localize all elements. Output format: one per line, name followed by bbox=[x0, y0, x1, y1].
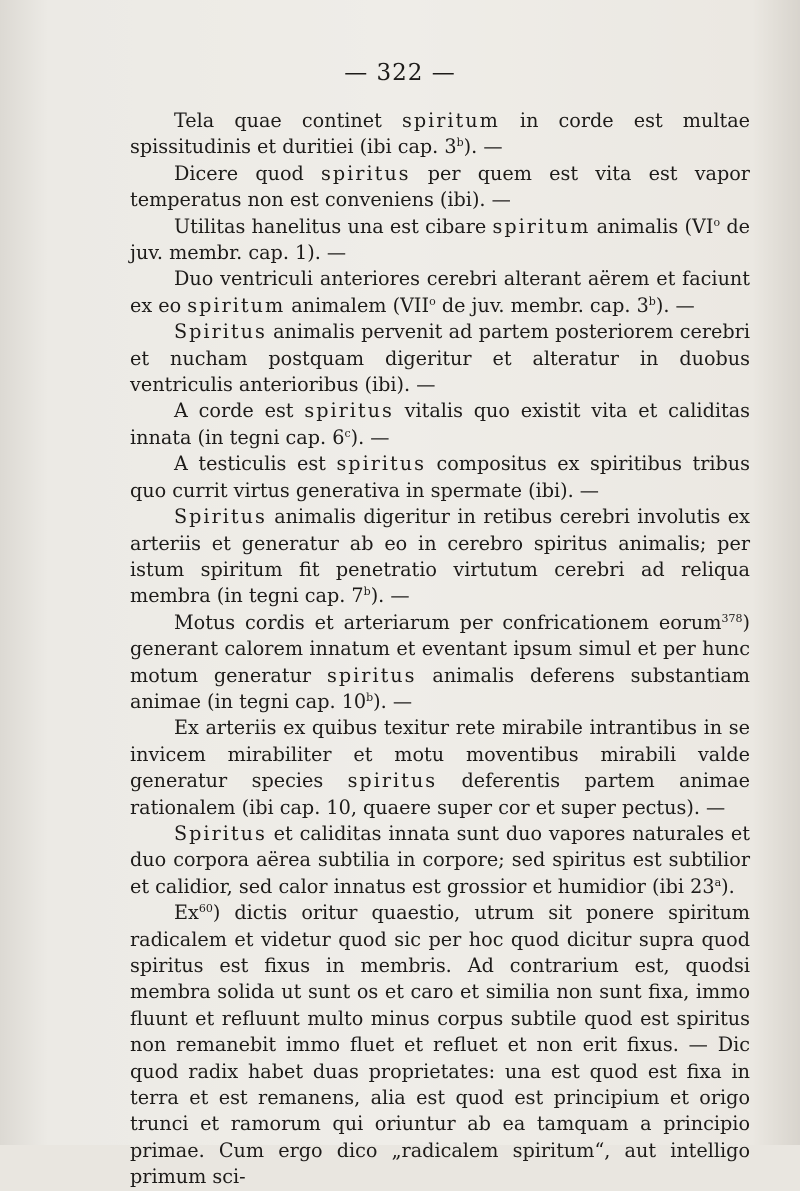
text-run: et caliditas innata sunt duo vapores naturales et duo corpora aërea subtilia in corpore; sed spiritus est subtilior et calidior, sed calor innatus est grossior et humidior (ibi 23 bbox=[130, 821, 750, 898]
text-run: de juv. membr. cap. 1). — bbox=[130, 214, 750, 265]
text-run: per quem est vita est vapor temperatus non est conveniens (ibi). — bbox=[130, 161, 750, 212]
text-run: A testiculis est bbox=[174, 452, 337, 476]
paragraph bbox=[130, 214, 750, 267]
text-run: ). bbox=[721, 874, 735, 898]
spaced-term: spiritum bbox=[187, 293, 286, 317]
footnote-mark: b bbox=[648, 294, 656, 308]
text-run: ) generant calorem innatum et eventant ipsum simul et per hunc motum generatur bbox=[130, 610, 750, 687]
text-run: animalis pervenit ad partem posteriorem cerebri et nucham postquam digeritur et alteratur in duobus ventriculis anterioribus (ibi). — bbox=[130, 320, 750, 397]
text-run: animalis deferens substantiam animae (in tegni cap. 10 bbox=[130, 663, 750, 713]
footnote-mark: o bbox=[713, 215, 721, 229]
paragraph bbox=[130, 266, 750, 319]
footnote-mark: o bbox=[429, 294, 436, 308]
text-run: Duo ventriculi anteriores cerebri alterant aërem et faciunt ex eo bbox=[130, 267, 750, 317]
paragraph bbox=[130, 451, 750, 504]
paragraph bbox=[130, 610, 750, 716]
footnote-mark: 378 bbox=[721, 611, 743, 625]
text-run: deferentis partem animae rationalem (ibi cap. 10, quaere super cor et super pectus). — bbox=[130, 769, 750, 819]
spaced-term: Spiritus bbox=[174, 821, 267, 845]
text-run: A corde est bbox=[174, 399, 305, 423]
text-run: ). — bbox=[350, 425, 390, 449]
text-run: Utilitas hanelitus una est cibare bbox=[174, 214, 493, 238]
text-run: vitalis quo existit vita et caliditas innata (in tegni cap. 6 bbox=[130, 399, 750, 449]
text-run: in corde est multae spissitudinis et duritiei (ibi cap. 3 bbox=[130, 109, 750, 159]
spaced-term: spiritus bbox=[336, 452, 426, 476]
paragraph bbox=[130, 161, 750, 214]
body-text bbox=[130, 108, 750, 1191]
paragraph bbox=[130, 715, 750, 821]
text-run: Dicere quod bbox=[174, 161, 322, 185]
spaced-term: spiritum bbox=[492, 214, 591, 238]
footnote-mark: b bbox=[363, 585, 371, 599]
paragraph bbox=[130, 319, 750, 398]
paragraph bbox=[130, 900, 750, 1190]
text-run: ). — bbox=[370, 584, 410, 608]
text-run: Motus cordis et arteriarum per confricationem eorum bbox=[174, 610, 722, 634]
text-run: ). — bbox=[463, 135, 503, 159]
text-run: ). — bbox=[373, 689, 413, 713]
text-run: ) dictis oritur quaestio, utrum sit ponere spiritum radicalem et videtur quod sic per hoc quod dicitur supra quod spiritus est fixus in membris. Ad contrarium est, quodsi membra solida ut sunt os et caro et similia non sunt fixa, immo fluunt et refluunt multo minus corpus subtile quod est spiritus non remanebit immo fluet et refluet et non erit fixus. — Dic quod radix habet duas proprietates: una est quod est fixa in terra et est remanens, alia est quod est principium et origo trunci et ramorum qui oriuntur ab ea tamquam a principio primae. Cum ergo dico „radicalem spiritum“, aut intelligo primum sci- bbox=[130, 901, 750, 1189]
paragraph bbox=[130, 821, 750, 900]
text-run: Ex bbox=[174, 901, 199, 925]
text-run: compositus ex spiritibus tribus quo currit virtus generativa in spermate (ibi). — bbox=[130, 452, 750, 502]
spaced-term: spiritum bbox=[401, 109, 500, 132]
spaced-term: spiritus bbox=[321, 161, 411, 185]
text-run: ). — bbox=[655, 293, 695, 317]
page-number: — 322 — bbox=[344, 60, 456, 86]
footnote-mark: b bbox=[366, 690, 374, 704]
text-run: animalis (VI bbox=[590, 214, 714, 238]
footnote-mark: b bbox=[456, 136, 464, 150]
footnote-mark: c bbox=[344, 426, 351, 440]
footnote-mark: a bbox=[714, 875, 722, 889]
text-run: animalem (VII bbox=[285, 293, 430, 317]
text-run: animalis digeritur in retibus cerebri involutis ex arteriis et generatur ab eo in cerebro spiritus animalis; per istum spiritum fit penetratio virtutum cerebri ad reliqua membra (in tegni cap. 7 bbox=[130, 505, 750, 608]
spaced-term: spiritus bbox=[304, 399, 394, 423]
spaced-term: Spiritus bbox=[174, 505, 267, 529]
text-run: Tela quae continet bbox=[174, 109, 402, 132]
spaced-term: spiritus bbox=[327, 663, 417, 687]
text-run: Ex arteriis ex quibus texitur rete mirabile intrantibus in se invicem mirabiliter et motu moventibus mirabili valde generatur species bbox=[130, 716, 750, 793]
spaced-term: Spiritus bbox=[174, 320, 267, 344]
footnote-mark: 60 bbox=[198, 902, 213, 916]
text-run: de juv. membr. cap. 3 bbox=[435, 293, 649, 317]
paragraph bbox=[130, 108, 750, 161]
spaced-term: spiritus bbox=[347, 769, 438, 793]
paragraph bbox=[130, 398, 750, 451]
paragraph bbox=[130, 504, 750, 610]
